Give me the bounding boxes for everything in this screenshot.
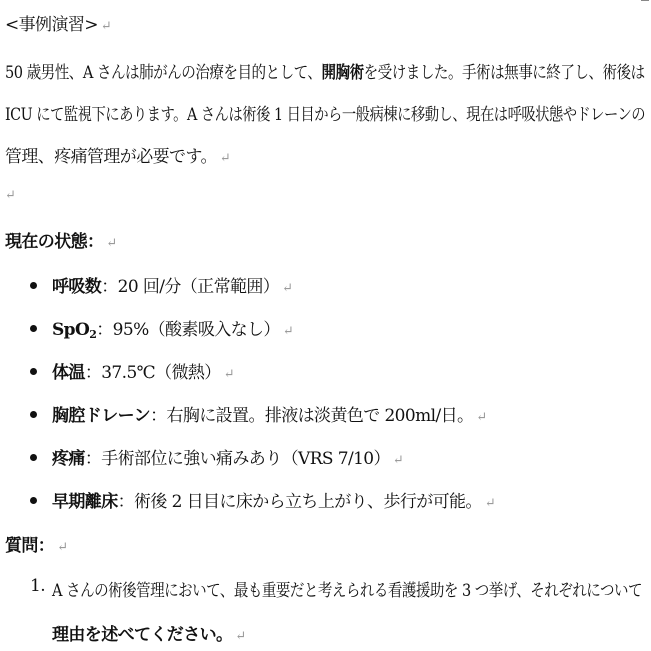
bullet-icon (30, 325, 37, 332)
paragraph-mark-icon: ↵ (219, 151, 231, 166)
question-line-1 (52, 576, 642, 601)
paragraph-mark-icon: ↵ (235, 629, 246, 644)
status-item-label: 呼吸数 (52, 277, 102, 297)
question-heading (5, 531, 68, 556)
status-item-label: 早期離床 (52, 492, 118, 512)
status-item-label: 胸腔ドレーン (52, 406, 151, 426)
paragraph-mark-icon: ↵ (392, 453, 404, 468)
paragraph-mark-icon: ↵ (484, 496, 496, 511)
bullet-icon (30, 368, 37, 375)
paragraph-mark-icon: ↵ (476, 410, 487, 425)
question-number (30, 576, 45, 596)
status-item (52, 487, 495, 512)
bullet-icon (30, 454, 37, 461)
status-item-value: ：95%（酸素吸入なし） (96, 320, 280, 340)
case-line-3 (5, 142, 230, 167)
status-heading (5, 227, 117, 252)
question-number-text: 1. (30, 576, 46, 596)
case-heading (5, 10, 111, 35)
case-text: 管理、疼痛管理が必要です。 (5, 147, 217, 167)
status-item-value: ：37.5℃（微熱） (84, 363, 221, 383)
subscript-text: 2 (89, 328, 97, 341)
paragraph-mark-icon: ↵ (5, 188, 16, 203)
status-item-label: 体温 (52, 363, 85, 383)
status-item-label: 疼痛 (52, 449, 85, 469)
paragraph-mark-icon: ↵ (57, 540, 68, 555)
case-line-2 (5, 100, 645, 125)
bullet-icon (30, 282, 37, 289)
bullet-icon (30, 497, 37, 504)
case-text: ICU にて監視下にあります。A さんは術後 1 日目から一般病棟に移動し、現在は呼吸状態やドレーンの (5, 105, 646, 125)
status-item-value: ：20 回/分（正常範囲） (101, 277, 280, 297)
corner-mark (641, 0, 649, 1)
status-heading-text: 現在の状態： (5, 232, 104, 252)
question-text: A さんの術後管理において、最も重要だと考えられる看護援助を 3 つ挙げ、それぞれについて (52, 581, 642, 601)
question-line-2 (52, 620, 246, 645)
status-item-value: ：手術部位に強い痛みあり（VRS 7/10） (84, 449, 390, 469)
case-heading-text: <事例演習> (5, 15, 98, 35)
case-text: を受けました。手術は無事に終了し、術後は (363, 63, 645, 83)
bullet-icon (30, 411, 37, 418)
case-text: 50 歳男性、A さんは肺がんの治療を目的として、 (5, 63, 322, 83)
status-item (52, 272, 292, 297)
empty-paragraph (5, 184, 15, 204)
paragraph-mark-icon: ↵ (282, 281, 293, 296)
question-heading-text: 質問： (5, 536, 55, 556)
paragraph-mark-icon: ↵ (223, 367, 234, 382)
status-item-label: SpO (52, 320, 90, 340)
case-bold-term: 開胸術 (321, 63, 364, 83)
status-item (52, 358, 234, 383)
status-item (52, 315, 293, 341)
paragraph-mark-icon: ↵ (106, 236, 117, 251)
status-item-value: ：右胸に設置。排液は淡黄色で 200ml/日。 (150, 406, 474, 426)
case-line-1 (5, 58, 645, 83)
status-item-value: ：術後 2 日目に床から立ち上がり、歩行が可能。 (117, 492, 482, 512)
paragraph-mark-icon: ↵ (100, 19, 112, 34)
status-item (52, 444, 403, 469)
paragraph-mark-icon: ↵ (282, 324, 294, 339)
question-text: 理由を述べてください。 (52, 625, 233, 645)
status-item (52, 401, 487, 426)
